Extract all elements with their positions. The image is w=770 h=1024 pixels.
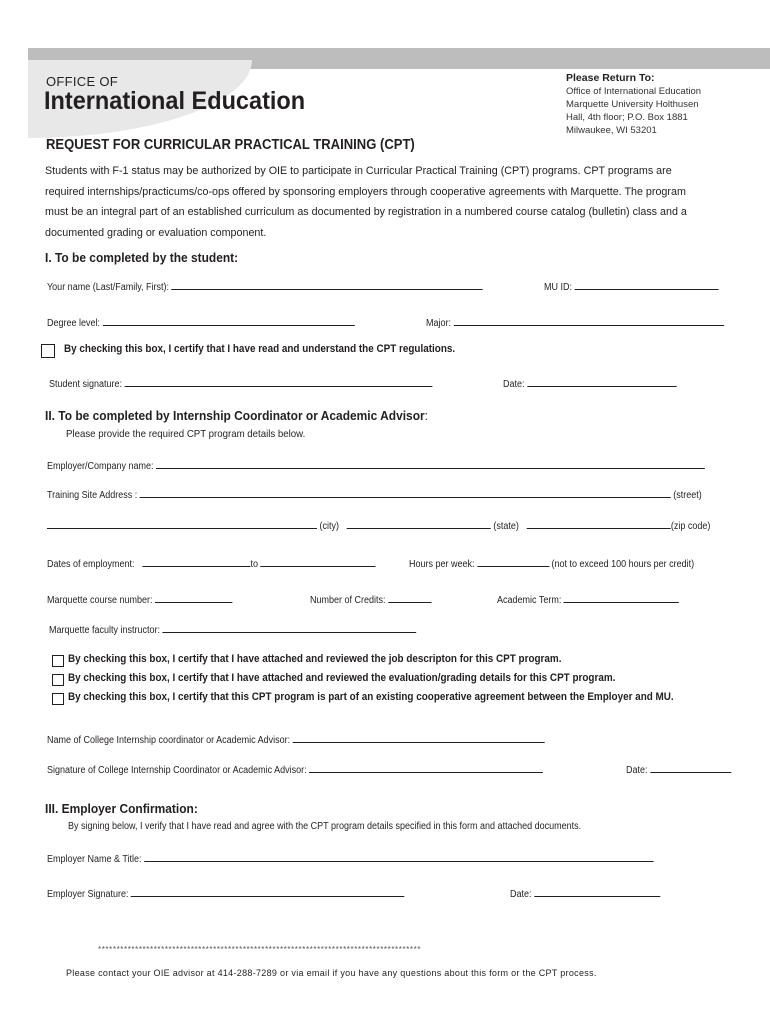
cooperative-agreement-certify-text: By checking this box, I certify that this CPT program is part of an existing cooperative agreement between the Employer and MU. [68, 691, 674, 703]
section-2-instruction: Please provide the required CPT program details below. [66, 428, 306, 440]
major-field[interactable] [426, 316, 724, 329]
employer-signature-label: Employer Signature: [47, 889, 129, 900]
degree-level-label: Degree level: [47, 318, 101, 329]
city-state-zip-row[interactable] [47, 519, 710, 532]
section-2-heading [45, 408, 428, 423]
your-name-label: Your name (Last/Family, First): [47, 282, 170, 293]
academic-term-label: Academic Term: [497, 595, 562, 606]
end-date-line[interactable] [260, 557, 375, 567]
major-label: Major: [426, 318, 452, 329]
city-label: (city) [319, 521, 340, 532]
regulations-checkbox[interactable] [41, 344, 55, 358]
return-to-line: Hall, 4th floor; P.O. Box 1881 [566, 112, 688, 123]
academic-term-field[interactable] [497, 593, 679, 606]
your-name-field[interactable] [47, 280, 483, 293]
faculty-instructor-label: Marquette faculty instructor: [49, 625, 161, 636]
student-date-field[interactable] [503, 377, 676, 390]
degree-level-line[interactable] [103, 316, 355, 326]
coordinator-name-line[interactable] [293, 733, 545, 743]
city-line[interactable] [47, 519, 317, 529]
coordinator-date-line[interactable] [650, 763, 731, 773]
credits-line[interactable] [388, 593, 431, 603]
state-label: (state) [493, 521, 519, 532]
credits-label: Number of Credits: [310, 595, 386, 606]
office-of-label: OFFICE OF [46, 74, 119, 89]
hours-note: (not to exceed 100 hours per credit) [551, 559, 695, 570]
footer-separator: *************************************************************************************** [98, 945, 422, 954]
footer-contact: Please contact your OIE advisor at 414-288-7289 or via email if you have any questions about this form or the CPT process. [66, 968, 597, 978]
training-site-label: Training Site Address : [47, 490, 138, 501]
your-name-line[interactable] [172, 280, 483, 290]
evaluation-certify-text: By checking this box, I certify that I have attached and reviewed the evaluation/grading details for this CPT program. [68, 672, 616, 684]
student-signature-field[interactable] [49, 377, 432, 390]
intro-paragraph: Students with F-1 status may be authorized by OIE to participate in Curricular Practical Training (CPT) programs. CPT programs are required internships/practicums/co-ops offered by sponsoring employers through cooperative agreements with Marquette. The program must be an integral part of an established curriculum as documented by registration in a numbered course catalog (bulletin) class and a documented grading or evaluation component. [45, 165, 687, 239]
zip-line[interactable] [527, 519, 671, 529]
employer-date-line[interactable] [534, 887, 660, 897]
employer-date-field[interactable] [510, 887, 660, 900]
dates-of-employment-field[interactable] [47, 557, 376, 570]
mu-id-field[interactable] [544, 280, 719, 293]
coordinator-name-field[interactable] [47, 733, 545, 746]
state-line[interactable] [347, 519, 491, 529]
course-number-field[interactable] [47, 593, 232, 606]
dates-of-employment-label: Dates of employment: [47, 559, 135, 570]
employer-date-label: Date: [510, 889, 532, 900]
mu-id-line[interactable] [575, 280, 719, 290]
section-3-heading: III. Employer Confirmation: [45, 801, 198, 816]
major-line[interactable] [454, 316, 724, 326]
employer-name-label: Employer/Company name: [47, 461, 154, 472]
start-date-line[interactable] [142, 557, 250, 567]
course-number-line[interactable] [155, 593, 232, 603]
employer-signature-line[interactable] [131, 887, 405, 897]
section-2-heading-suffix: : [424, 408, 429, 423]
student-signature-label: Student signature: [49, 379, 123, 390]
mu-id-label: MU ID: [544, 282, 572, 293]
return-to-line: Marquette University Holthusen [566, 99, 699, 110]
coordinator-signature-label: Signature of College Internship Coordinator or Academic Advisor: [47, 765, 307, 776]
hours-per-week-label: Hours per week: [409, 559, 475, 570]
student-signature-line[interactable] [125, 377, 433, 387]
job-description-checkbox[interactable] [52, 655, 64, 667]
evaluation-checkbox[interactable] [52, 674, 64, 686]
hours-per-week-line[interactable] [477, 557, 549, 567]
coordinator-name-label: Name of College Internship coordinator or Academic Advisor: [47, 735, 291, 746]
street-line[interactable] [140, 488, 671, 498]
employer-statement: By signing below, I verify that I have read and agree with the CPT program details specified in this form and attached documents. [68, 821, 582, 832]
student-date-label: Date: [503, 379, 525, 390]
job-description-certify-text: By checking this box, I certify that I have attached and reviewed the job descripton for this CPT program. [68, 653, 562, 665]
credits-field[interactable] [310, 593, 431, 606]
coordinator-date-label: Date: [626, 765, 648, 776]
employer-name-title-line[interactable] [144, 852, 653, 862]
hours-per-week-field[interactable] [409, 557, 694, 570]
degree-level-field[interactable] [47, 316, 355, 329]
student-date-line[interactable] [527, 377, 676, 387]
training-site-field[interactable] [47, 488, 702, 501]
cooperative-agreement-checkbox[interactable] [52, 693, 64, 705]
section-1-heading: I. To be completed by the student: [45, 250, 239, 265]
return-to-line: Milwaukee, WI 53201 [566, 125, 657, 136]
street-label: (street) [673, 490, 702, 501]
coordinator-date-field[interactable] [626, 763, 731, 776]
zip-label: (zip code) [670, 521, 711, 532]
section-2-heading-text: II. To be completed by Internship Coordinator or Academic Advisor [45, 408, 425, 423]
org-name: International Education [44, 87, 306, 115]
coordinator-signature-line[interactable] [309, 763, 543, 773]
return-to-label: Please Return To: [566, 72, 655, 84]
course-number-label: Marquette course number: [47, 595, 153, 606]
regulations-certify-text: By checking this box, I certify that I have read and understand the CPT regulations. [64, 343, 456, 355]
employer-name-title-field[interactable] [47, 852, 653, 865]
faculty-instructor-field[interactable] [49, 623, 416, 636]
coordinator-signature-field[interactable] [47, 763, 543, 776]
return-to-line: Office of International Education [566, 86, 702, 97]
employer-name-title-label: Employer Name & Title: [47, 854, 142, 865]
employer-name-line[interactable] [156, 459, 705, 469]
faculty-instructor-line[interactable] [163, 623, 417, 633]
to-label: to [250, 559, 258, 570]
form-title: REQUEST FOR CURRICULAR PRACTICAL TRAINING (CPT) [46, 137, 415, 153]
academic-term-line[interactable] [564, 593, 679, 603]
employer-signature-field[interactable] [47, 887, 405, 900]
employer-name-field[interactable] [47, 459, 705, 472]
return-to-block [566, 72, 701, 136]
